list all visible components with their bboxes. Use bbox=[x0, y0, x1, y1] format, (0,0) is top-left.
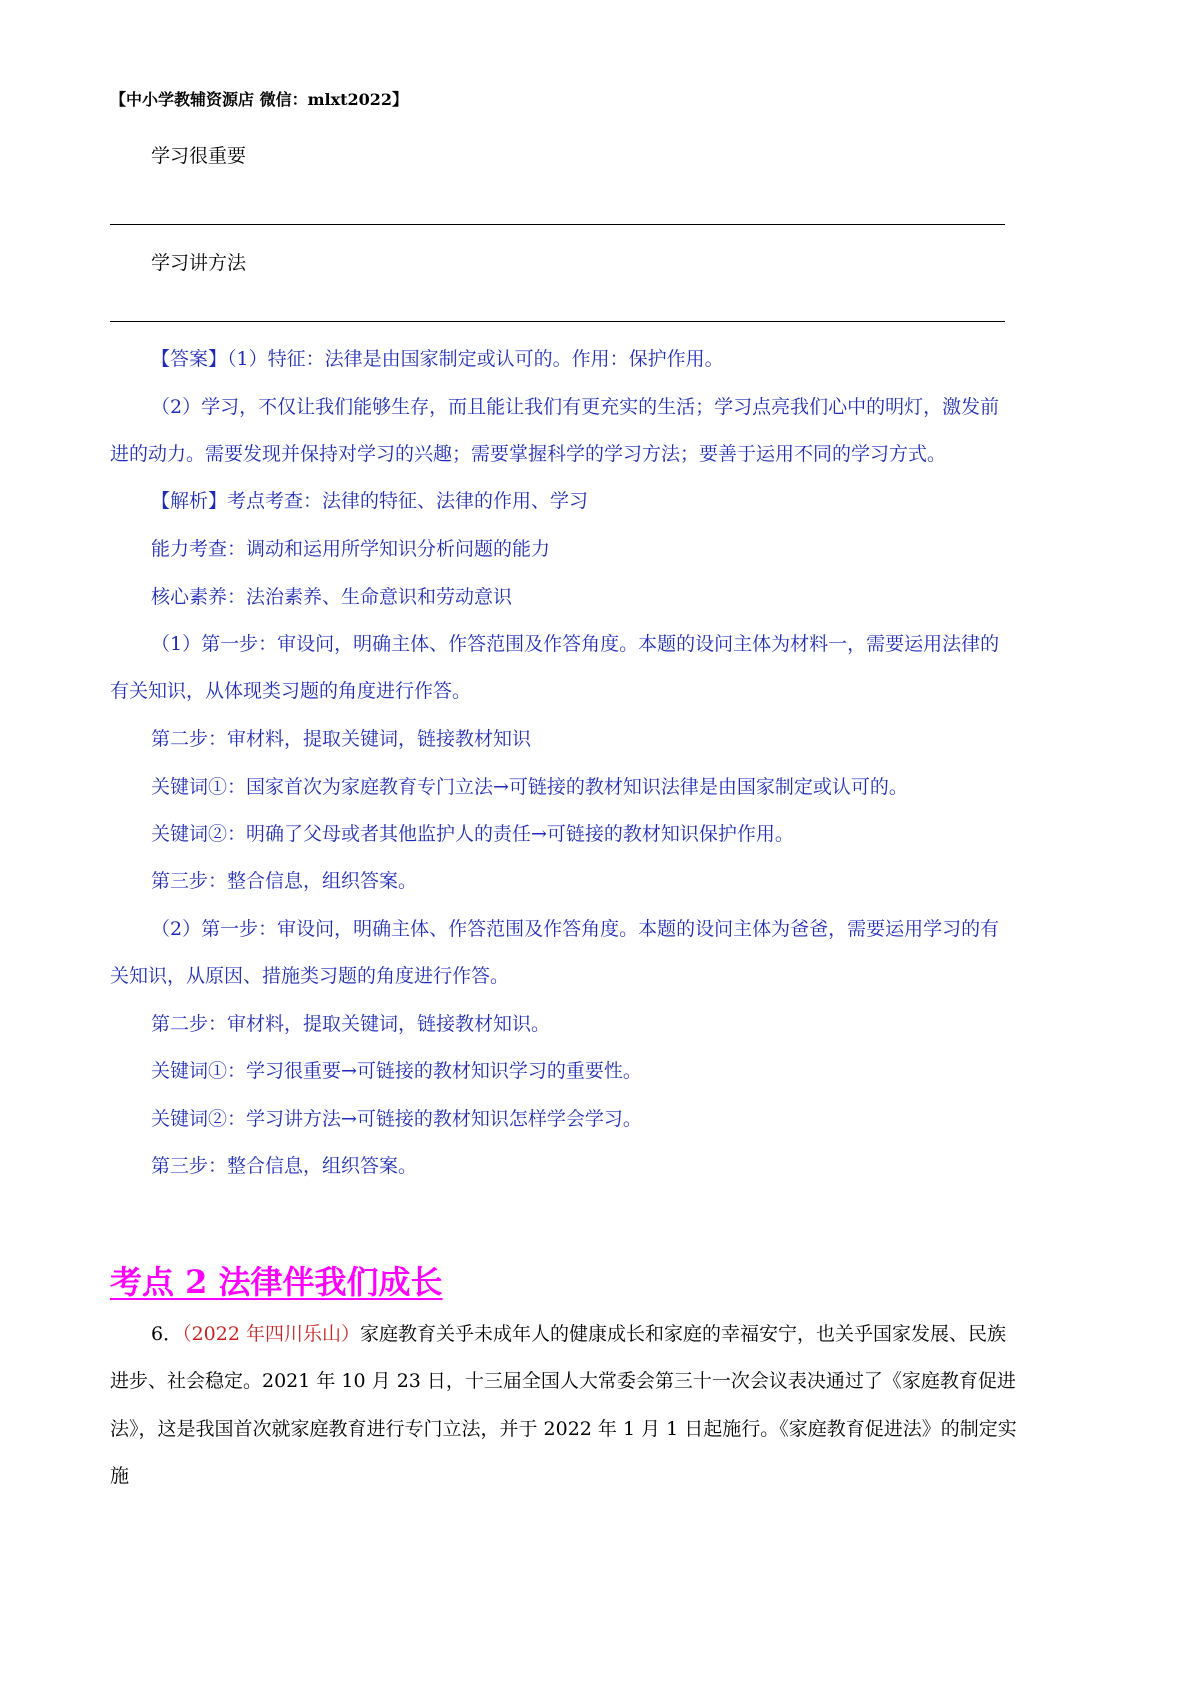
question6-line2: 进步、社会稳定。2021 年 10 月 23 日，十三届全国人大常委会第三十一次会议表决通过了《家庭教育促进 bbox=[110, 1370, 1016, 1392]
analysis-tag: 【解析】 bbox=[151, 490, 228, 512]
source-header: 【中小学教辅资源店 微信：mlxt2022】 bbox=[110, 90, 409, 109]
q2-keyword2: 关键词②：学习讲方法→可链接的教材知识怎样学会学习。 bbox=[151, 1108, 642, 1130]
q1-step2: 第二步：审材料，提取关键词，链接教材知识 bbox=[151, 728, 532, 750]
question6-number: 6． bbox=[151, 1323, 183, 1345]
q1-step1-line1: （1）第一步：审设问，明确主体、作答范围及作答角度。本题的设问主体为材料一，需要运用法律的 bbox=[151, 633, 1000, 655]
question6-source: （2022 年四川乐山） bbox=[182, 1323, 360, 1345]
answer-blank-line-2 bbox=[110, 321, 1005, 322]
analysis-points bbox=[151, 488, 1100, 514]
analysis-ability: 能力考查：调动和运用所学知识分析问题的能力 bbox=[151, 538, 551, 560]
section-heading: 考点 2 法律伴我们成长 bbox=[110, 1263, 443, 1301]
q1-keyword2: 关键词②：明确了父母或者其他监护人的责任→可链接的教材知识保护作用。 bbox=[151, 823, 794, 845]
question6-line4: 施 bbox=[110, 1465, 130, 1487]
answer-part1 bbox=[151, 346, 1100, 372]
q2-step1-line1: （2）第一步：审设问，明确主体、作答范围及作答角度。本题的设问主体为爸爸，需要运用学习的有 bbox=[151, 918, 1000, 940]
q2-step1-line2: 关知识，从原因、措施类习题的角度进行作答。 bbox=[110, 965, 510, 987]
q2-step3: 第三步：整合信息，组织答案。 bbox=[151, 1155, 418, 1177]
answer-tag: 【答案】 bbox=[151, 348, 228, 370]
question6-line1-text: 家庭教育关乎未成年人的健康成长和家庭的幸福安宁，也关乎国家发展、民族 bbox=[360, 1323, 1007, 1345]
answer-part2-line2: 进的动力。需要发现并保持对学习的兴趣；需要掌握科学的学习方法；要善于运用不同的学习方式。 bbox=[110, 443, 947, 465]
analysis-points-text: 考点考查：法律的特征、法律的作用、学习 bbox=[227, 490, 589, 512]
answer-part1-text: （1）特征：法律是由国家制定或认可的。作用：保护作用。 bbox=[227, 348, 724, 370]
question6-line1 bbox=[151, 1321, 1100, 1347]
q2-step2: 第二步：审材料，提取关键词，链接教材知识。 bbox=[151, 1013, 551, 1035]
analysis-literacy: 核心素养：法治素养、生命意识和劳动意识 bbox=[151, 586, 513, 608]
question6-line3: 法》，这是我国首次就家庭教育进行专门立法，并于 2022 年 1 月 1 日起施行。《家庭教育促进法》的制定实 bbox=[110, 1418, 1017, 1440]
q1-step1-line2: 有关知识，从体现类习题的角度进行作答。 bbox=[110, 680, 472, 702]
blank-label-1: 学习很重要 bbox=[151, 145, 247, 167]
q1-keyword1: 关键词①：国家首次为家庭教育专门立法→可链接的教材知识法律是由国家制定或认可的。 bbox=[151, 776, 908, 798]
q1-step3: 第三步：整合信息，组织答案。 bbox=[151, 870, 418, 892]
answer-blank-line-1 bbox=[110, 224, 1005, 225]
blank-label-2: 学习讲方法 bbox=[151, 252, 247, 274]
answer-part2-line1: （2）学习，不仅让我们能够生存，而且能让我们有更充实的生活；学习点亮我们心中的明灯，激发前 bbox=[151, 396, 1000, 418]
q2-keyword1: 关键词①：学习很重要→可链接的教材知识学习的重要性。 bbox=[151, 1060, 642, 1082]
